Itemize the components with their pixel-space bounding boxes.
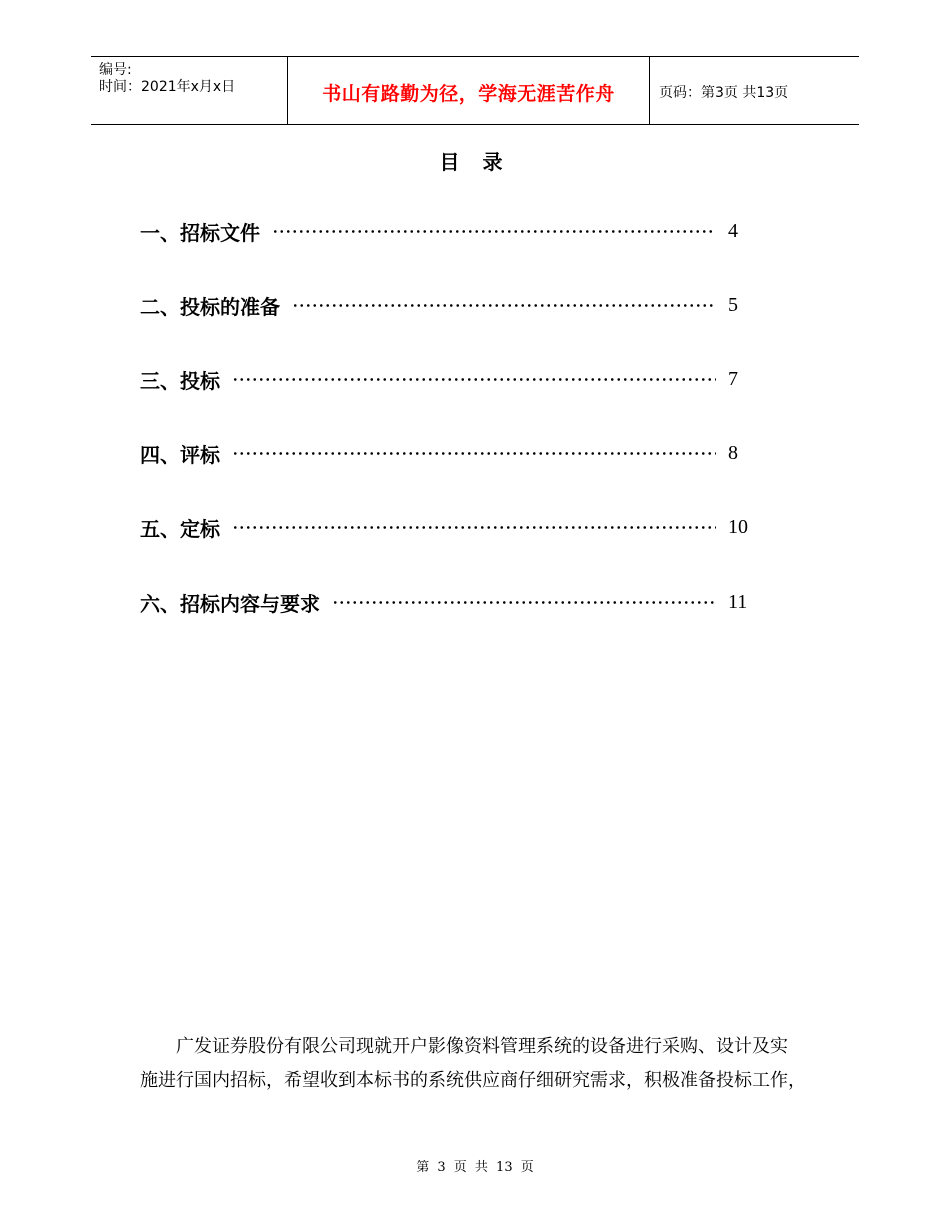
toc-entry-label: 二、投标的准备 (140, 294, 280, 319)
header-motto-cell (287, 57, 650, 124)
toc-entry[interactable] (140, 513, 750, 541)
toc-title: 目 录 (439, 150, 511, 174)
toc-entry-label: 六、招标内容与要求 (140, 591, 320, 616)
toc-entry-label: 四、评标 (140, 442, 220, 467)
toc-dot-leader (232, 526, 716, 529)
document-number-label: 编号: (99, 62, 132, 78)
toc-entry-label: 五、定标 (140, 516, 220, 541)
document-header (91, 56, 859, 125)
toc-entry[interactable] (140, 291, 750, 319)
toc-entry-label: 一、招标文件 (140, 220, 260, 245)
body-line: 广发证券股份有限公司现就开户影像资料管理系统的设备进行采购、设计及实 (176, 1036, 788, 1057)
toc-entry-page: 8 (728, 441, 738, 464)
header-meta-cell (91, 57, 287, 124)
toc-dot-leader (292, 304, 716, 307)
toc-entry[interactable] (140, 439, 750, 467)
body-line: 施进行国内招标，希望收到本标书的系统供应商仔细研究需求，积极准备投标工作， (140, 1070, 806, 1091)
toc-dot-leader (232, 452, 716, 455)
header-motto: 书山有路勤为径，学海无涯苦作舟 (322, 83, 615, 105)
page-footer: 第 3 页 共 13 页 (416, 1160, 534, 1175)
toc-dot-leader (232, 378, 716, 381)
toc-entry-page: 4 (728, 219, 738, 242)
toc-entry-page: 11 (728, 590, 748, 613)
toc-entry-page: 10 (728, 515, 748, 538)
toc-dot-leader (332, 601, 716, 604)
toc-entry-label: 三、投标 (140, 368, 220, 393)
toc-dot-leader (272, 230, 716, 233)
toc-entry-page: 7 (728, 367, 738, 390)
toc-entry-page: 5 (728, 293, 738, 316)
toc-entry[interactable] (140, 217, 750, 245)
header-page-info: 页码：第3页 共13页 (659, 85, 789, 101)
toc-entry[interactable] (140, 588, 750, 616)
body-paragraph (140, 1030, 830, 1098)
toc-entry[interactable] (140, 365, 750, 393)
document-time-label: 时间：2021年x月x日 (99, 79, 236, 95)
header-page-cell (650, 57, 859, 124)
